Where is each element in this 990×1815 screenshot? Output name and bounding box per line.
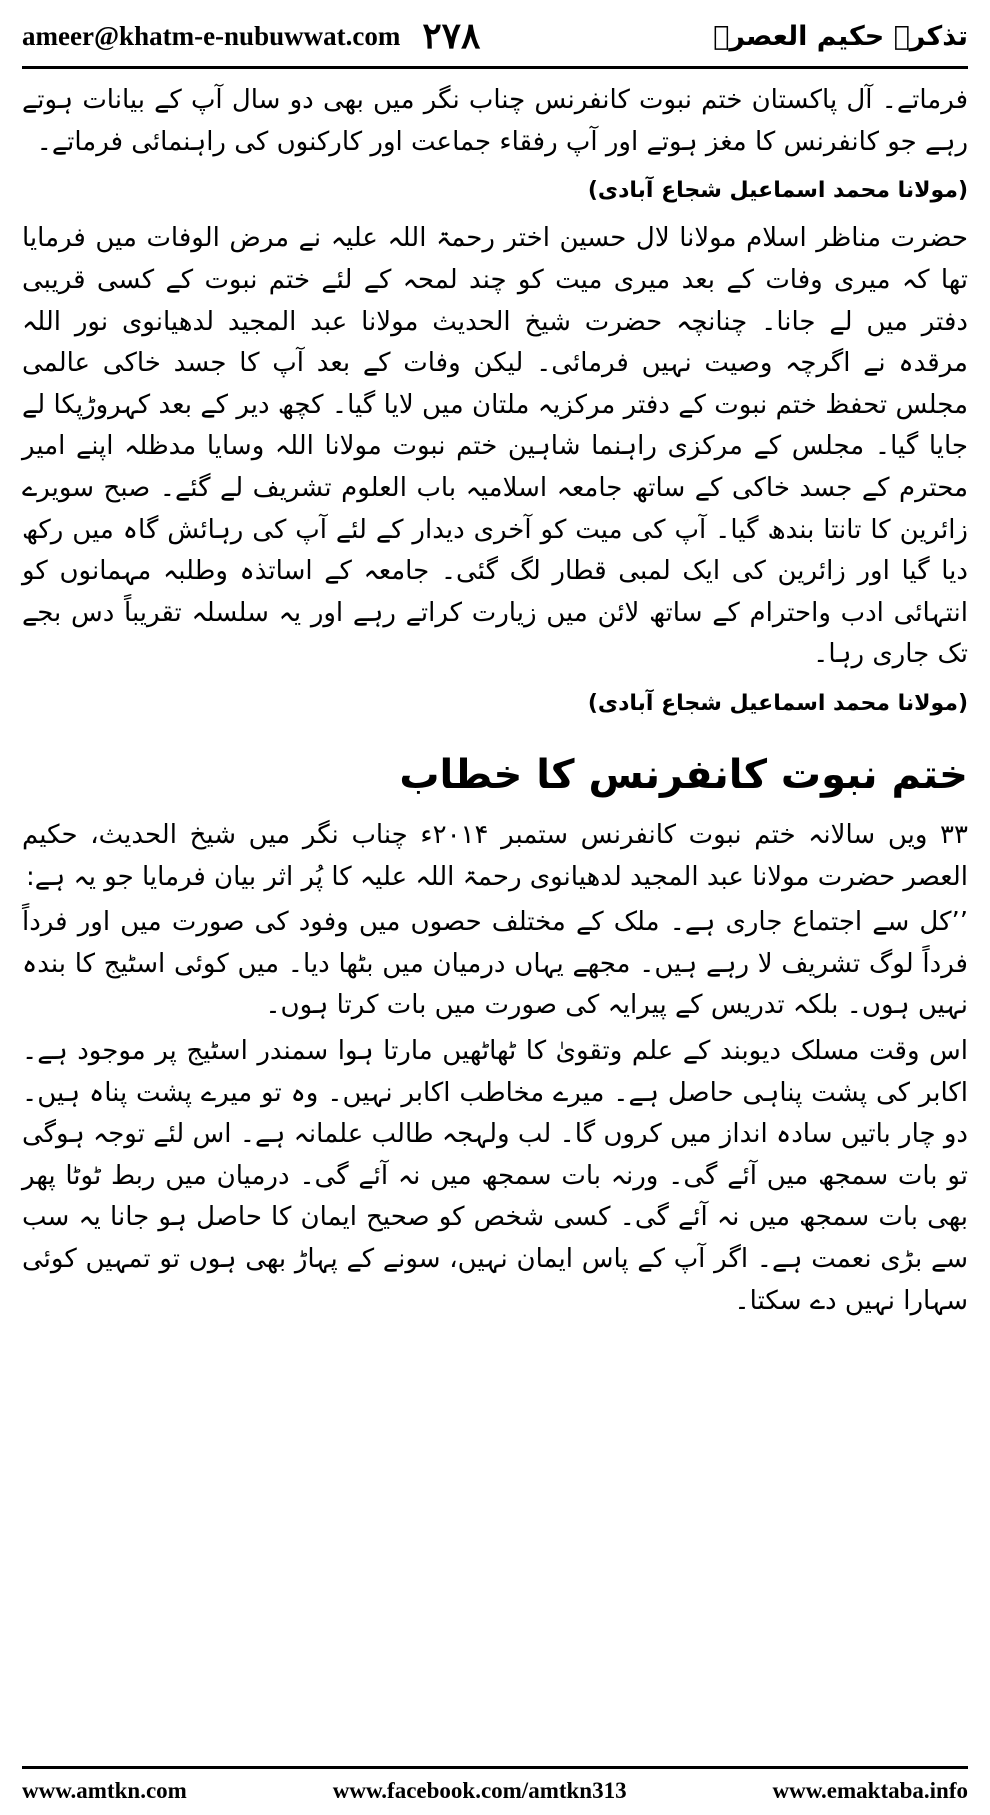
paragraph-5: اس وقت مسلک دیوبند کے علم وتقویٰ کا ٹھاٹھیں مارتا ہوا سمندر اسٹیج پر موجود ہے۔ اکابر کی پشت پناہی حاصل ہے۔ میرے مخاطب اکابر نہیں۔ وہ تو میرے پشت پناہ ہیں۔ دو چار باتیں سادہ انداز میں کروں گا۔ لب ولہجہ طالب علمانہ ہے۔ اس لئے توجہ ہوگی تو بات سمجھ میں آئے گی۔ ورنہ بات سمجھ میں نہ آئے گی۔ درمیان میں ربط ٹوٹا پھر بھی بات سمجھ میں نہ آئے گی۔ کسی شخص کو صحیح ایمان کا حاصل ہو جانا یہ سب سے بڑی نعمت ہے۔ اگر آپ کے پاس ایمان نہیں، سونے کے پہاڑ بھی ہوں تو تمہیں کوئی سہارا نہیں دے سکتا۔ bbox=[22, 1036, 968, 1316]
paragraph-2: حضرت مناظر اسلام مولانا لال حسین اختر رحمۃ اللہ علیہ نے مرض الوفات میں فرمایا تھا کہ میری وفات کے بعد میری میت کو چند لمحہ کے لئے ختم نبوت کے کسی قریبی دفتر میں لے جانا۔ چنانچہ حضرت شیخ الحدیث مولانا عبد المجید لدھیانوی نور اللہ مرقدہ نے اگرچہ وصیت نہیں فرمائی۔ لیکن وفات کے بعد آپ کا جسد خاکی عالمی مجلس تحفظ ختم نبوت کے دفتر مرکزیہ ملتان میں لایا گیا۔ کچھ دیر کے بعد کہروڑپکا لے جایا گیا۔ مجلس کے مرکزی راہنما شاہین ختم نبوت مولانا اللہ وسایا مدظلہ اپنے امیر محترم کے جسد خاکی کے ساتھ جامعہ اسلامیہ باب العلوم تشریف لے گئے۔ صبح سویرے زائرین کا تانتا بندھ گیا۔ آپ کی میت کو آخری دیدار کے لئے آپ کی رہائش گاہ میں رکھ دیا گیا اور زائرین کی ایک لمبی قطار لگ گئی۔ جامعہ کے اساتذہ وطلبہ مہمانوں کو انتہائی ادب واحترام کے ساتھ لائن میں زیارت کراتے رہے اور یہ سلسلہ تقریباً دس بجے تک جاری رہا۔ bbox=[22, 223, 968, 670]
attribution-2: (مولانا محمد اسماعیل شجاع آبادی) bbox=[587, 690, 968, 716]
header-left bbox=[22, 15, 480, 57]
page-body bbox=[22, 80, 968, 1755]
paragraph-4: ’’کل سے اجتماع جاری ہے۔ ملک کے مختلف حصوں میں وفود کی صورت میں اور فرداً فرداً لوگ تشریف لا رہے ہیں۔ مجھے یہاں درمیان میں بٹھا دیا۔ میں کوئی اسٹیج کا بندہ نہیں ہوں۔ بلکہ تدریس کے پیرایہ کی صورت میں بات کرتا ہوں۔ bbox=[22, 907, 968, 1021]
footer-rule bbox=[22, 1766, 968, 1769]
page-header bbox=[22, 10, 968, 62]
paragraph-3: ۳۳ ویں سالانہ ختم نبوت کانفرنس ستمبر ۲۰۱۴ء چناب نگر میں شیخ الحدیث، حکیم العصر حضرت مولانا عبد المجید لدھیانوی رحمۃ اللہ علیہ کا پُر اثر بیان فرمایا جو یہ ہے: bbox=[22, 820, 968, 892]
attribution-1: (مولانا محمد اسماعیل شجاع آبادی) bbox=[587, 178, 968, 204]
footer-link-amtkn[interactable]: www.amtkn.com bbox=[22, 1778, 187, 1803]
footer-link-facebook[interactable]: www.facebook.com/amtkn313 bbox=[332, 1778, 627, 1803]
page-number: ۲۷۸ bbox=[422, 15, 481, 57]
book-title: تذکرہ حکیم العصرؒ bbox=[713, 20, 968, 52]
footer-link-emaktaba[interactable]: www.emaktaba.info bbox=[772, 1778, 968, 1803]
paragraph-1: فرماتے۔ آل پاکستان ختم نبوت کانفرنس چناب نگر میں بھی دو سال آپ کے بیانات ہوتے رہے جو کانفرنس کا مغز ہوتے اور آپ رفقاء جماعت اور کارکنوں کی راہنمائی فرماتے۔ bbox=[22, 85, 968, 157]
header-email[interactable]: ameer@khatm-e-nubuwwat.com bbox=[22, 20, 401, 51]
page-footer bbox=[22, 1774, 968, 1808]
header-rule bbox=[22, 66, 968, 69]
section-heading: ختم نبوت کانفرنس کا خطاب bbox=[399, 752, 968, 799]
